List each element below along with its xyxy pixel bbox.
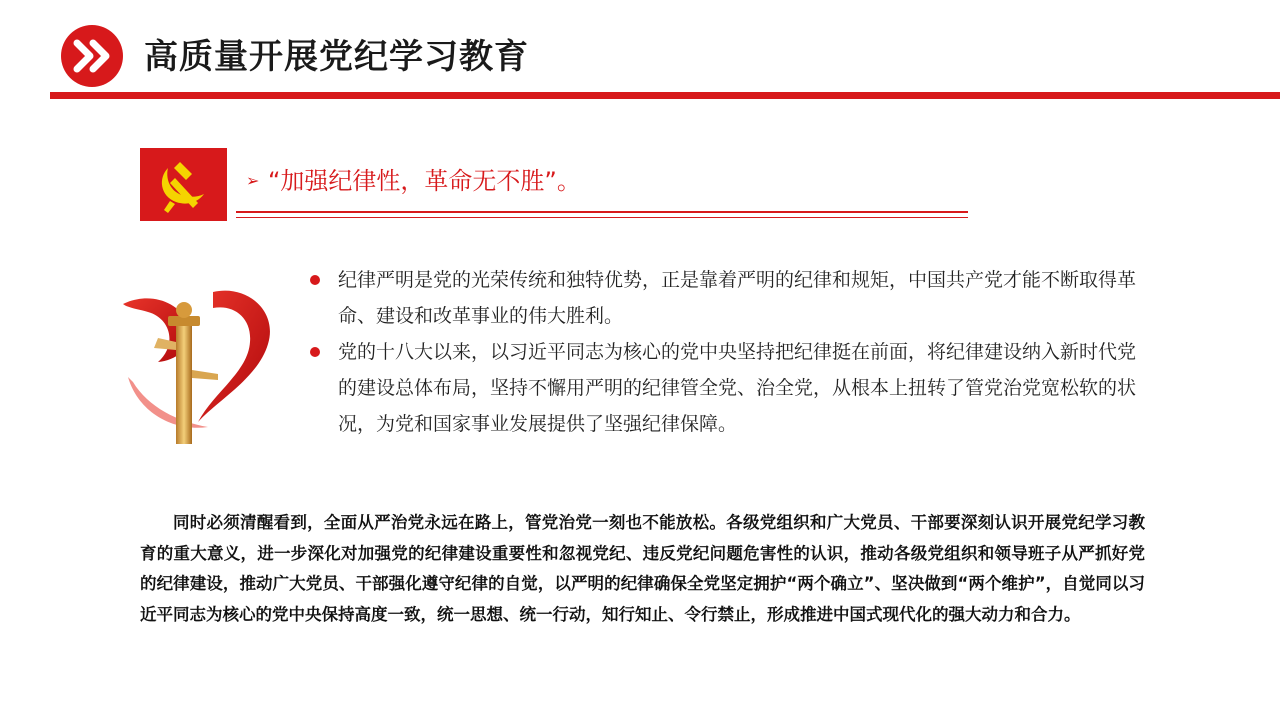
list-item — [310, 334, 1150, 442]
body-paragraph: 同时必须清醒看到，全面从严治党永远在路上，管党治党一刻也不能放松。各级党组织和广大党员、干部要深刻认识开展党纪学习教育的重大意义，进一步深化对加强党的纪律建设重要性和忽视党纪、违反党纪问题危害性的认识，推动各级党组织和领导班子从严抓好党的纪律建设，推动广大党员、干部强化遵守纪律的自觉，以严明的纪律确保全党坚定拥护“两个确立”、坚决做到“两个维护”，自觉同以习近平同志为核心的党中央保持高度一致，统一思想、统一行动，知行知止、令行禁止，形成推进中国式现代化的强大动力和合力。 — [140, 513, 1145, 624]
bullet-dot — [310, 347, 320, 357]
bullet-text: 纪律严明是党的光荣传统和独特优势，正是靠着严明的纪律和规矩，中国共产党才能不断取得革命、建设和改革事业的伟大胜利。 — [338, 269, 1137, 327]
bullet-dot — [310, 275, 320, 285]
quote-underline — [236, 211, 968, 213]
header-divider — [50, 92, 1280, 99]
arrow-right-icon: ➢ — [246, 171, 260, 190]
page-title: 高质量开展党纪学习教育 — [144, 37, 529, 77]
list-item — [310, 262, 1150, 334]
red-ribbon-huabiao-column — [118, 282, 278, 447]
quote-text: “加强纪律性，革命无不胜”。 — [268, 167, 581, 195]
quote-line — [246, 164, 581, 198]
double-chevron-right-icon — [60, 24, 124, 88]
bullet-text: 党的十八大以来，以习近平同志为核心的党中央坚持把纪律挺在前面，将纪律建设纳入新时代党的建设总体布局，坚持不懈用严明的纪律管全党、治全党，从根本上扭转了管党治党宽松软的状况，为党和国家事业发展提供了坚强纪律保障。 — [338, 341, 1137, 435]
quote-underline-thin — [236, 217, 968, 218]
bullet-list — [310, 262, 1150, 442]
party-emblem-icon — [140, 148, 227, 221]
